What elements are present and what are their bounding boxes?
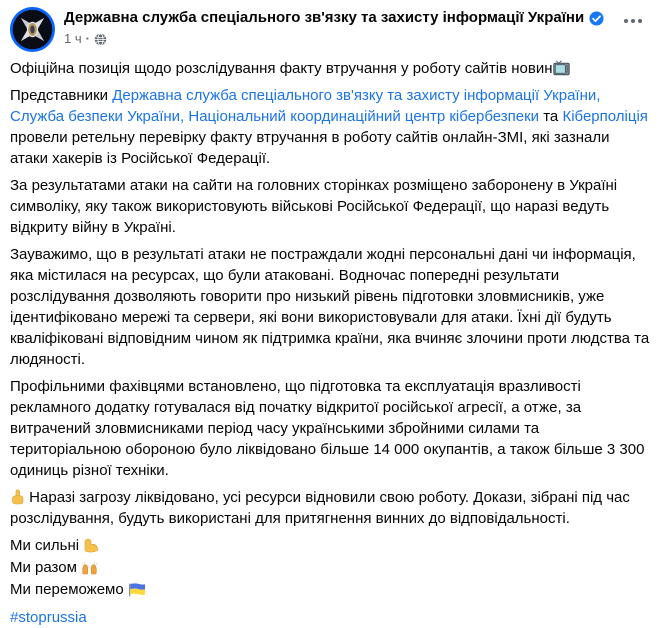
meta-separator: · xyxy=(85,31,90,46)
post-hashtag-row xyxy=(10,607,650,628)
post-options-button[interactable] xyxy=(620,13,646,29)
verified-badge-icon xyxy=(589,11,604,26)
post-intro xyxy=(10,58,650,79)
paragraph-text: Наразі загрозу ліквідовано, усі ресурси відновили свою роботу. Докази, зібрані під час розслідування, будуть використані для притягнення винних до відповідальності. xyxy=(10,489,630,527)
post-paragraph-specialists: Профільними фахівцями встановлено, що підготовка та експлуатація вразливості рекламного додатку готувалася від початку відкритої російської агресії, а отже, за витрачений зловмисниками період часу українськими збройними силами та територіальною обороною було ліквідовано більше 14 000 окупантів, а також більше 3 300 одиниць різної техніки. xyxy=(10,378,645,479)
tv-emoji xyxy=(553,60,570,76)
hashtag-stoprussia-link[interactable]: #stoprussia xyxy=(10,609,87,626)
header-text xyxy=(64,7,604,47)
slogan-win: Ми переможемо xyxy=(10,579,650,601)
ellipsis-icon xyxy=(624,19,628,23)
page-name-link[interactable]: Державна служба спеціального зв'язку та захисту інформації України xyxy=(64,9,585,26)
post-paragraph-no-data-lost: Зауважимо, що в результаті атаки не постраждали жодні персональні дані чи інформація, яка містилася на ресурсах, що були атаковані. Водночас попередні результати розслідування дозволяють говорити про низький рівень підготовки зловмисників, уже ідентифіковано мережі та сервери, які вони використовували для атаки. Їхні дії будуть кваліфіковані відповідним чином як підтримка країни, яка вчиняє злочини проти людства та людяності. xyxy=(10,246,650,368)
link-cyberpolice[interactable]: Кіберполіція xyxy=(562,108,648,125)
intro-text: Офіційна позиція щодо розслідування факту втручання у роботу сайтів новин xyxy=(10,60,553,77)
globe-icon xyxy=(94,33,107,46)
ukraine-flag-emoji xyxy=(128,582,146,597)
flexed-biceps-emoji xyxy=(83,538,99,553)
post-slogans xyxy=(10,535,650,601)
post-header xyxy=(0,0,664,52)
raising-hands-emoji xyxy=(81,560,98,575)
state-service-emblem-icon xyxy=(10,7,55,52)
pointing-up-emoji xyxy=(10,489,25,505)
post-paragraph-symbols: За результатами атаки на сайти на головних сторінках розміщено заборонену в Україні символіку, яку також використовують військові Російської Федерації, що наразі ведуть відкриту війну в Україні. xyxy=(10,177,618,236)
post-paragraph-representatives: Представники Державна служба спеціального зв'язку та захисту інформації України, Служба безпеки України, Національний координаційний центр кібербезпеки та Кіберполіція провели ретельну перевірку факту втручання в роботу сайтів онлайн-ЗМІ, які зазнали атаки хакерів із Російської Федерації. xyxy=(10,87,648,167)
page-avatar[interactable] xyxy=(10,7,55,52)
post-paragraph-threat-eliminated xyxy=(10,487,650,529)
link-sbu[interactable]: Служба безпеки України, xyxy=(10,108,185,125)
slogan-together: Ми разом xyxy=(10,557,650,579)
timestamp[interactable]: 1 ч xyxy=(64,31,82,46)
post-body xyxy=(0,52,664,628)
post-meta xyxy=(64,31,604,47)
slogan-strong: Ми сильні xyxy=(10,535,650,557)
paragraph-text: Представники xyxy=(10,87,113,104)
link-dsszzi[interactable]: Державна служба спеціального зв'язку та захисту інформації України, xyxy=(112,87,601,104)
link-ncc-cybersecurity[interactable]: Національний координаційний центр кібербезпеки xyxy=(188,108,540,125)
